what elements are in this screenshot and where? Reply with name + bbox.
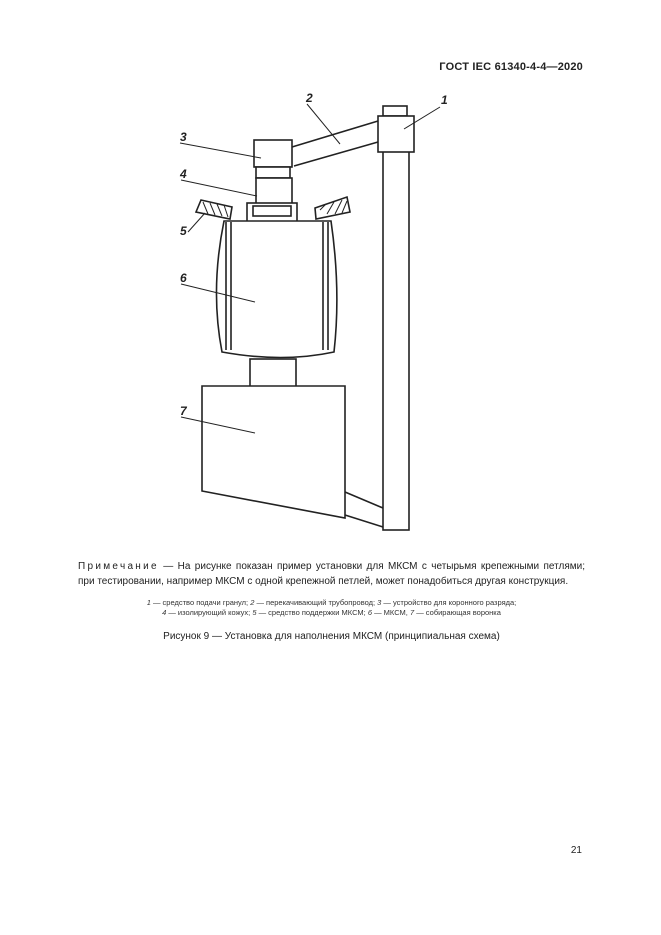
callout-6: 6: [180, 271, 187, 285]
note-text: — На рисунке показан пример установки для МКСМ с четырьмя крепежными петлями; при тестировании, например МКСМ с одной крепежной петлей, может понадобиться другая конструкция.: [78, 561, 585, 587]
transfer-pipe-top: [292, 121, 378, 147]
figure-note: [78, 559, 585, 589]
funnel-bracket-top: [345, 492, 383, 508]
legend-num: 4: [162, 608, 167, 617]
legend-num: 6: [367, 608, 373, 617]
connector: [256, 167, 290, 178]
callout-2: 2: [306, 91, 313, 105]
insulating-housing-outer: [256, 178, 292, 204]
note-label: Примечание: [78, 561, 159, 572]
support-column: [383, 150, 409, 530]
callout-4: 4: [180, 167, 187, 181]
callout-3: 3: [180, 130, 187, 144]
figure-caption: Рисунок 9 — Установка для наполнения МКСМ (принципиальная схема): [163, 631, 500, 642]
legend-num: 7: [409, 608, 415, 617]
legend-text: — устройство для коронного разряда;: [381, 598, 517, 607]
callout-1: 1: [441, 93, 448, 107]
support-arm-right: [315, 197, 350, 219]
insulating-housing-inner: [253, 206, 291, 216]
support-arm-left: [196, 200, 232, 219]
document-header: ГОСТ IEC 61340-4-4—2020: [439, 61, 583, 73]
legend-text: — средство подачи гранул;: [150, 598, 251, 607]
funnel-bracket-bottom: [345, 515, 383, 527]
legend-text: — МКСМ,: [372, 608, 410, 617]
legend-num: 5: [252, 608, 257, 617]
legend-num: 1: [146, 598, 151, 607]
page-number: 21: [570, 845, 582, 856]
corona-device: [254, 140, 292, 167]
legend-num: 2: [250, 598, 255, 607]
collecting-funnel: [202, 386, 345, 518]
legend-text: — средство поддержки МКСМ;: [256, 608, 368, 617]
legend-text: — изолирующий кожух;: [166, 608, 253, 617]
fibc-bag: [216, 221, 336, 358]
granule-feeder: [378, 116, 414, 152]
callout-7: 7: [180, 404, 187, 418]
legend-text: — перекачивающий трубопровод;: [254, 598, 378, 607]
leader-4: [181, 180, 257, 196]
callout-5: 5: [180, 224, 187, 238]
figure-legend: [78, 598, 585, 618]
leader-3: [180, 143, 261, 158]
legend-num: 3: [377, 598, 382, 607]
legend-text: — собирающая воронка: [414, 608, 501, 617]
leader-5: [188, 213, 205, 232]
feeder-top-cap: [383, 106, 407, 116]
transfer-pipe-bottom: [294, 142, 378, 166]
